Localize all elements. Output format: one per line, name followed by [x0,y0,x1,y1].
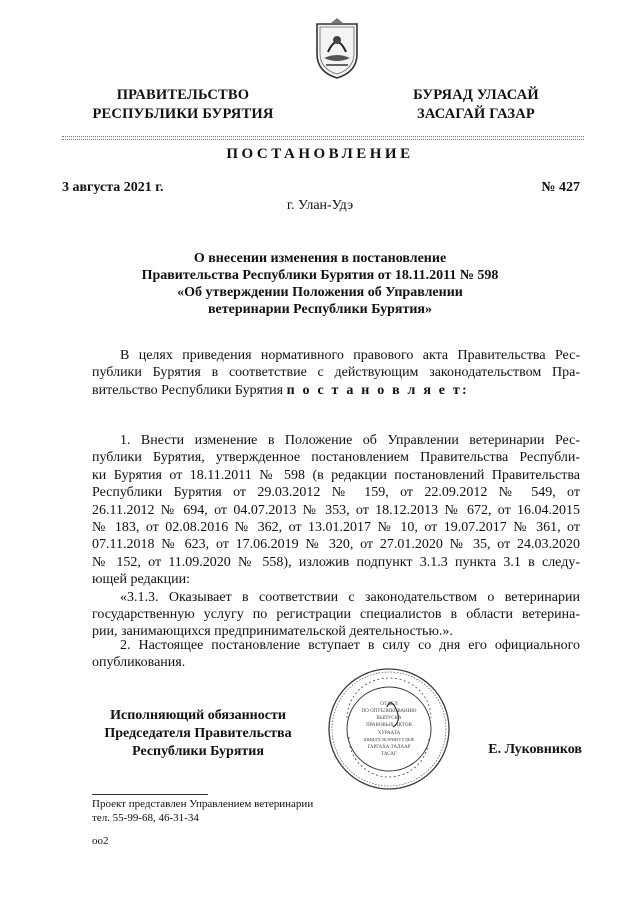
subject-line: Правительства Республики Бурятия от 18.11.2011 № 598 [141,268,499,283]
document-subject [100,250,540,318]
stamp-line: ХУРААТА [377,731,401,736]
signatory-name: Е. Луковников [488,742,582,757]
government-header-buryat [396,86,556,124]
official-seal-stamp [327,667,451,791]
text-line: опубликования. [92,655,186,671]
clause-1-paragraph [92,432,580,641]
footnote [92,797,313,825]
stamp-line: ПРАВОВЫХ АКТОВ [366,723,412,728]
footnote-line: тел. 55-99-68, 46-31-34 [92,812,199,824]
text-line: ки Бурятия от 18.11.2011 № 598 (в редакции постановлений Правительства [92,467,580,483]
stamp-line: ПО ОПУБЛИКОВАНИЮ [361,709,417,714]
document-type-title: ПОСТАНОВЛЕНИЕ [226,146,414,162]
header-right-line1: БУРЯАД УЛАСАЙ [413,87,539,103]
subject-line: О внесении изменения в постановление [193,251,447,266]
text-line: рии, занимающихся предпринимательской деятельностью.». [92,624,453,640]
document-city: г. Улан-Удэ [286,198,354,213]
text-line: 07.11.2018 № 623, от 17.06.2019 № 320, от 27.01.2020 № 35, от 24.03.2020 [92,537,580,553]
coat-of-arms-emblem [312,18,362,80]
stamp-line: ВЫПУСКА [376,716,402,721]
header-left-line2: РЕСПУБЛИКИ БУРЯТИЯ [92,106,274,122]
footnote-line: Проект представлен Управлением ветеринарии [92,798,314,810]
text-line: № 183, от 02.08.2016 № 362, от 13.01.2017 № 10, от 19.07.2017 № 361, от [92,520,580,536]
text-line: «3.1.3. Оказывает в соответствии с законодательством о ветеринарии [120,589,580,605]
government-header-russian [90,86,276,124]
stamp-line: ГАРГАХА ТАЛААР [367,745,411,750]
preamble-paragraph [92,347,580,399]
text-line: 26.11.2012 № 694, от 04.07.2013 № 353, от 18.12.2013 № 672, от 16.04.2015 [92,502,580,518]
subject-line: ветеринарии Республики Бурятия» [207,302,433,317]
document-number: № 427 [541,180,580,195]
text-line: публики Бурятия, утвержденное постановлением Правительства Республи- [92,450,580,466]
stamp-line: ОТДЕЛ [380,701,398,707]
text-line [92,382,580,399]
header-left-line1: ПРАВИТЕЛЬСТВО [116,87,250,103]
footnote-divider [92,794,208,795]
stamp-line: ТАСАГ [381,752,397,757]
document-code: оо2 [92,835,109,847]
text-line: В целях приведения нормативного правового акта Правительства Рес- [120,348,580,363]
header-divider-secondary [62,139,584,140]
decree-word: п о с т а н о в л я е т: [286,382,469,398]
subject-line: «Об утверждении Положения об Управлении [177,285,463,300]
document-date: 3 августа 2021 г. [62,180,164,195]
text-fragment: вительство Республики Бурятия [92,382,284,398]
text-line: публики Бурятия в соответствие с действующим законодательством Пра- [92,365,580,381]
signatory-title-line: Республики Бурятия [132,744,264,759]
signatory-title-line: Исполняющий обязанности [110,708,286,723]
text-line: ющей редакции: [92,572,190,588]
header-right-line2: ЗАСАГАЙ ГАЗАР [417,106,535,122]
text-line: государственную услугу по регистрации специалистов в области ветерина- [92,607,580,623]
header-divider [62,136,584,137]
text-line: 1. Внести изменение в Положение об Управлении ветеринарии Рес- [120,433,580,448]
text-line: 2. Настоящее постановление вступает в силу со дня его официального [120,638,580,653]
signatory-title [88,707,308,761]
text-line: Республики Бурятия от 29.03.2012 № 159, от 22.09.2012 № 549, от [92,485,580,501]
text-line: № 152, от 11.09.2020 № 558), изложив подпункт 3.1.3 пункта 3.1 в следу- [92,554,580,570]
stamp-line: ШИИДХЭБЭРИНҮҮДЫЕ [363,737,415,742]
signatory-title-line: Председателя Правительства [104,726,292,741]
